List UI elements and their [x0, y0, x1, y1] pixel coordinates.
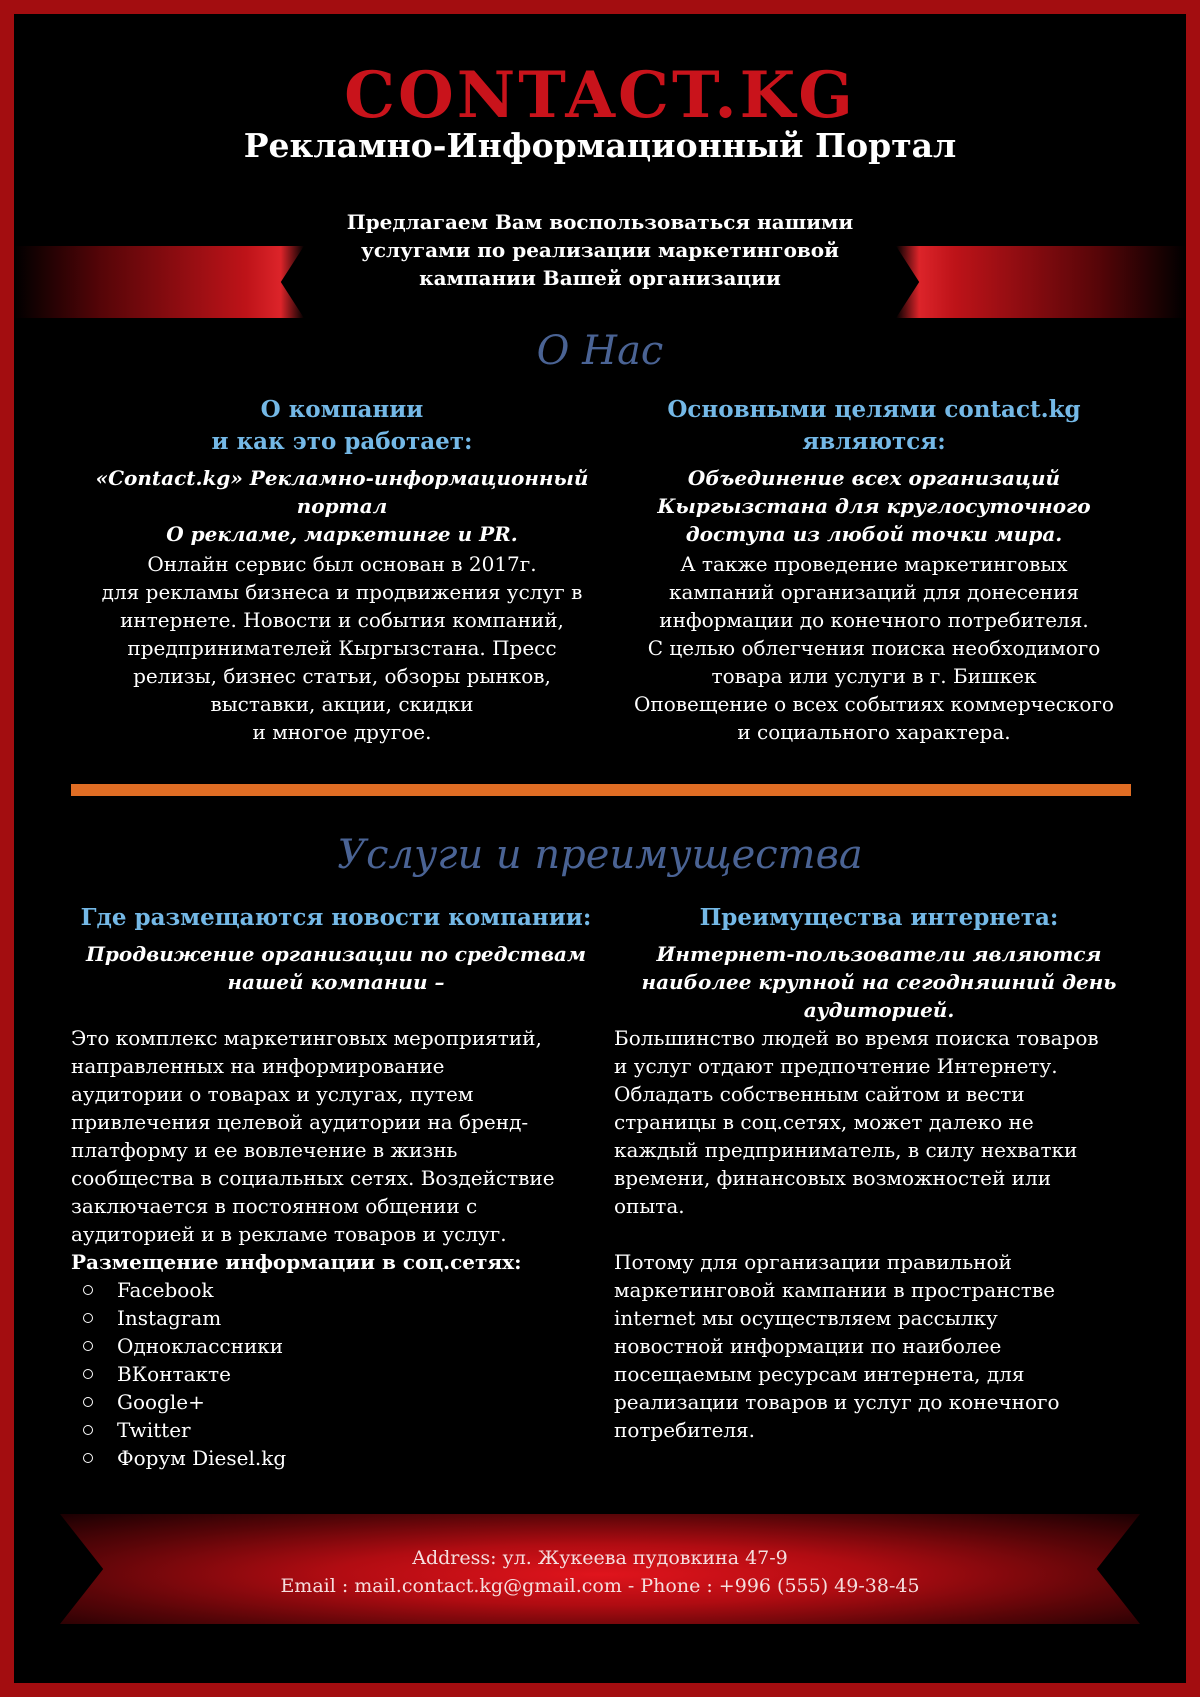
body-line: и социального характера.	[737, 720, 1011, 744]
about-left-body	[54, 550, 630, 746]
social-name: Facebook	[117, 1278, 214, 1302]
subtitle-line: Кыргызстана для круглосуточного	[657, 494, 1091, 518]
subtitle-line: О рекламе, маркетинге и PR.	[166, 522, 518, 546]
intro-line: Предлагаем Вам воспользоваться нашими	[346, 210, 854, 234]
body-line: и услуг отдают предпочтение Интернету.	[614, 1054, 1058, 1078]
body-line: каждый предприниматель, в силу нехватки	[614, 1138, 1078, 1162]
body-line: предпринимателей Кыргызстана. Пресс	[127, 636, 557, 660]
intro-text	[14, 208, 1186, 292]
footer-contact	[14, 1544, 1186, 1600]
social-name: Twitter	[117, 1418, 191, 1442]
social-name: ВКонтакте	[117, 1362, 231, 1386]
social-list-heading: Размещение информации в соц.сетях:	[71, 1250, 522, 1274]
body-line: Обладать собственным сайтом и вести	[614, 1082, 1025, 1106]
about-right-column	[604, 394, 1144, 746]
body-line: реализации товаров и услуг до конечного	[614, 1390, 1060, 1414]
circle-bullet-icon	[83, 1425, 93, 1435]
body-line: сообщества в социальных сетях. Воздействие	[71, 1166, 555, 1190]
body-line: маркетинговой кампании в пространстве	[614, 1278, 1055, 1302]
page-title: CONTACT.KG	[344, 58, 856, 133]
body-line: страницы в соц.сетях, может далеко не	[614, 1110, 1034, 1134]
subtitle-line: аудиторией.	[803, 998, 955, 1022]
body-line: потребителя.	[614, 1418, 756, 1442]
services-left-title: Где размещаются новости компании:	[80, 904, 592, 931]
services-right-column	[614, 902, 1144, 1444]
subtitle-line: Объединение всех организаций	[687, 466, 1061, 490]
list-item	[71, 1304, 601, 1332]
body-line: опыта.	[614, 1194, 685, 1218]
title-line: Основными целями contact.kg	[667, 396, 1081, 423]
body-line: и многое другое.	[252, 720, 432, 744]
services-left-subtitle	[71, 940, 601, 996]
body-line: для рекламы бизнеса и продвижения услуг в	[101, 580, 583, 604]
about-left-title	[54, 394, 630, 458]
list-item	[71, 1332, 601, 1360]
subtitle-line: Продвижение организации по средствам	[85, 942, 587, 966]
body-line: кампаний организаций для донесения	[668, 580, 1080, 604]
body-line: направленных на информирование	[71, 1054, 445, 1078]
body-line: А также проведение маркетинговых	[680, 552, 1068, 576]
about-right-subtitle	[604, 464, 1144, 548]
list-item	[71, 1416, 601, 1444]
body-line: времени, финансовых возможностей или	[614, 1166, 1052, 1190]
section-divider	[71, 784, 1131, 796]
circle-bullet-icon	[83, 1453, 93, 1463]
body-line: Это комплекс маркетинговых мероприятий,	[71, 1026, 542, 1050]
footer-address: Address: ул. Жукеева пудовкина 47-9	[412, 1547, 788, 1569]
list-item	[71, 1444, 601, 1472]
body-line: заключается в постоянном общении с	[71, 1194, 478, 1218]
subtitle-line: Интернет-пользователи являются	[656, 942, 1102, 966]
body-line: Оповещение о всех событиях коммерческого	[634, 692, 1114, 716]
social-name: Форум Diesel.kg	[117, 1446, 287, 1470]
circle-bullet-icon	[83, 1341, 93, 1351]
page-subtitle: Рекламно-Информационный Портал	[243, 126, 957, 165]
body-line: товара или услуги в г. Бишкек	[711, 664, 1037, 688]
about-right-body	[604, 550, 1144, 746]
about-right-title	[604, 394, 1144, 458]
circle-bullet-icon	[83, 1285, 93, 1295]
body-line: информации до конечного потребителя.	[659, 608, 1089, 632]
services-right-body-1	[614, 1024, 1144, 1220]
services-left-column	[71, 902, 601, 1472]
subtitle-line: нашей компании –	[227, 970, 445, 994]
services-right-body-2	[614, 1248, 1144, 1444]
about-heading: О Нас	[536, 328, 664, 374]
body-line: привлечения целевой аудитории на бренд-	[71, 1110, 529, 1134]
services-left-body	[71, 1024, 601, 1248]
circle-bullet-icon	[83, 1397, 93, 1407]
list-item	[71, 1276, 601, 1304]
body-line: аудиторией и в рекламе товаров и услуг.	[71, 1222, 507, 1246]
title-line: являются:	[802, 428, 946, 455]
circle-bullet-icon	[83, 1313, 93, 1323]
services-right-subtitle	[614, 940, 1144, 1024]
body-line: internet мы осуществляем рассылку	[614, 1306, 998, 1330]
body-line: аудитории о товарах и услугах, путем	[71, 1082, 474, 1106]
body-line: Онлайн сервис был основан в 2017г.	[147, 552, 537, 576]
social-network-list	[71, 1276, 601, 1472]
title-line: О компании	[260, 396, 424, 423]
body-line: новостной информации по наиболее	[614, 1334, 1002, 1358]
subtitle-line: доступа из любой точки мира.	[685, 522, 1063, 546]
body-line: С целью облегчения поиска необходимого	[647, 636, 1101, 660]
body-line: платформу и ее вовлечение в жизнь	[71, 1138, 458, 1162]
page-background	[14, 14, 1186, 1683]
body-line: Потому для организации правильной	[614, 1250, 1012, 1274]
intro-line: кампании Вашей организации	[419, 266, 781, 290]
body-line: релизы, бизнес статьи, обзоры рынков,	[133, 664, 551, 688]
intro-line: услугами по реализации маркетинговой	[361, 238, 839, 262]
social-name: Одноклассники	[117, 1334, 284, 1358]
subtitle-line: «Contact.kg» Рекламно-информационный	[95, 466, 589, 490]
services-right-title: Преимущества интернета:	[699, 904, 1059, 931]
circle-bullet-icon	[83, 1369, 93, 1379]
subtitle-line: наиболее крупной на сегодняшний день	[641, 970, 1117, 994]
subtitle-line: портал	[296, 494, 388, 518]
body-line: интернете. Новости и события компаний,	[120, 608, 564, 632]
list-item	[71, 1360, 601, 1388]
body-line: Большинство людей во время поиска товаров	[614, 1026, 1099, 1050]
services-heading: Услуги и преимущества	[337, 832, 863, 878]
about-left-column	[54, 394, 630, 746]
about-left-subtitle	[54, 464, 630, 548]
title-line: и как это работает:	[211, 428, 473, 455]
list-item	[71, 1388, 601, 1416]
social-name: Google+	[117, 1390, 205, 1414]
footer-email-phone[interactable]: Email : mail.contact.kg@gmail.com - Phone : +996 (555) 49-38-45	[280, 1575, 920, 1597]
social-name: Instagram	[117, 1306, 222, 1330]
body-line: выставки, акции, скидки	[210, 692, 474, 716]
body-line: посещаемым ресурсам интернета, для	[614, 1362, 1025, 1386]
